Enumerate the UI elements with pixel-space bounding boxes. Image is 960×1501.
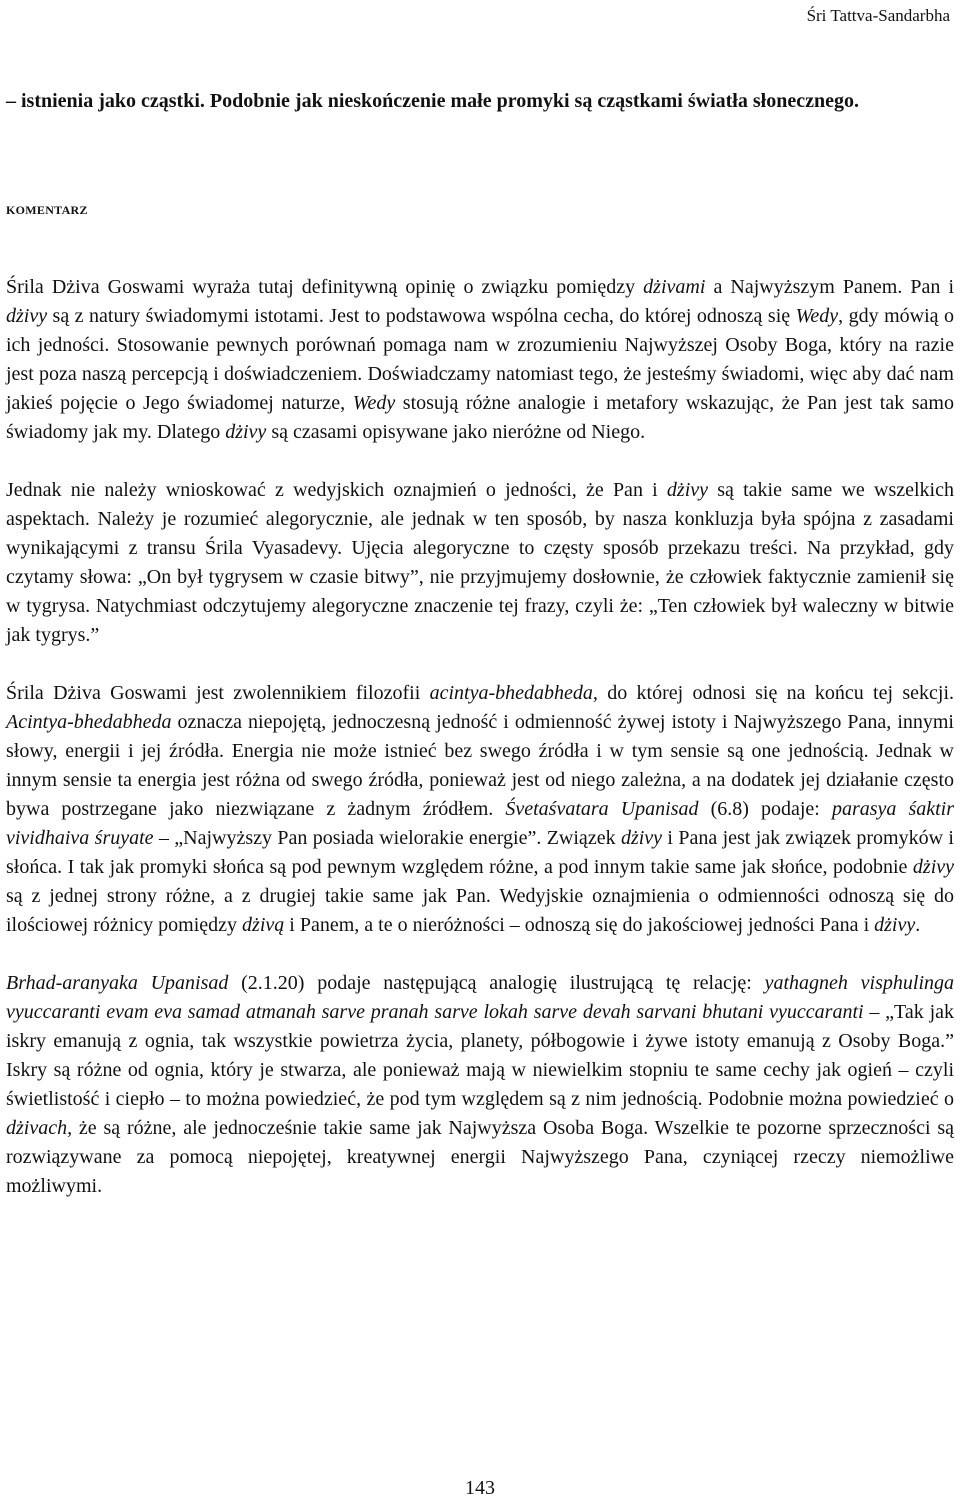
italic-term: dżivami [643, 276, 706, 298]
italic-term: Acintya-bhedabheda [6, 711, 172, 733]
paragraph-1 [6, 273, 954, 447]
italic-term: dżivy [225, 421, 267, 443]
italic-term: dżivy [874, 914, 916, 936]
text-run: i Pana jest jak związek promyków i słońca. I tak jak promyki słońca są pod pewnym względem różne, a pod innym takie same jak słońce, podobnie [6, 827, 954, 878]
running-header: Śri Tattva-Sandarbha [806, 6, 950, 25]
italic-term: dżivy [6, 305, 48, 327]
italic-term: Wedy [352, 392, 396, 414]
page-number: 143 [465, 1477, 495, 1499]
italic-term: acintya-bhedabheda, [429, 682, 598, 704]
text-run: oznacza niepojętą, jednoczesną jedność i odmienność żywej istoty i Najwyższego Pana, innymi słowy, energii i jej źródła. Energia nie może istnieć bez swego źródła i w tym sensie są one jednością. Jednak w innym sensie ta energia jest różna od swego źródła, ponieważ jest od niego zależna, a na dodatek jej działanie często bywa postrzegane jako niezwiązane z żadnym źródłem. [6, 711, 954, 820]
text-run: (2.1.20) podaje następującą analogię ilustrującą tę relację: [228, 972, 765, 994]
text-run: – „Tak jak iskry emanują z ognia, tak wszystkie powietrza życia, planety, półbogowie i żywe istoty emanują z Osoby Boga.” Iskry są różne od ognia, który je stwarza, ale ponieważ mają w niewielkim stopniu te same cechy jak ogień – czyli świetlistość i ciepło – to można powiedzieć, że pod tym względem są z nim jednością. Podobnie można powiedzieć o [6, 1001, 954, 1110]
text-run: (6.8) podaje: [698, 798, 832, 820]
text-run: – „Najwyższy Pan posiada wielorakie energie”. Związek [153, 827, 621, 849]
italic-term: dżivy [620, 827, 663, 849]
text-run: a Najwyższym Panem. Pan i [705, 276, 955, 298]
text-run: Jednak nie należy wnioskować z wedyjskich oznajmień o jedności, że Pan i [6, 479, 667, 501]
paragraph-2 [6, 476, 954, 650]
text-run: do której odnosi się na końcu tej sekcji. [597, 682, 955, 704]
lead-paragraph: – istnienia jako cząstki. Podobnie jak nieskończenie małe promyki są cząstkami światła słonecznego. [6, 90, 859, 112]
section-heading: KOMENTARZ [6, 203, 88, 217]
body-text [6, 273, 954, 1230]
text-run: , gdy mówią o ich jedności. Stosowanie pewnych porównań pomaga nam w zrozumieniu Najwyższej Osoby Boga, który na razie jest poza naszą percepcją i doświadczeniem. Doświadczamy natomiast tego, że jesteśmy świadomi, więc aby dać nam jakieś pojęcie o Jego świadomej naturze, [6, 305, 955, 414]
text-run: i Panem, a te o nieróżności – odnoszą się do jakościowej jedności Pana i [284, 914, 875, 936]
text-run: są takie same we wszelkich aspektach. Należy je rozumieć alegorycznie, ale jednak w ten sposób, by nasza konkluzja była spójna z zasadami wynikającymi z transu Śrila Vyasadevy. Ujęcia alegoryczne to częsty sposób przekazu treści. Na przykład, gdy czytamy słowa: „On był tygrysem w czasie bitwy”, nie przyjmujemy dosłownie, że człowiek faktycznie zamienił się w tygrysa. Natychmiast odczytujemy alegoryczne znaczenie tej frazy, czyli że: „Ten człowiek był waleczny w bitwie jak tygrys.” [6, 479, 954, 646]
italic-term: Śvetaśvatara Upanisad [505, 798, 699, 820]
italic-term: dżivy [912, 856, 954, 878]
text-run: są z jednej strony różne, a z drugiej takie same jak Pan. Wedyjskie oznajmienia o odmienności odnoszą się do ilościowej różnicy pomiędzy [6, 885, 954, 936]
text-run: stosują różne analogie i metafory wskazując, że Pan jest tak samo świadomy jak my. Dlatego [6, 392, 954, 443]
paragraph-4 [6, 969, 954, 1201]
italic-term: dżivach, [6, 1117, 73, 1139]
italic-term: yathagneh visphulinga vyuccaranti evam eva samad atmanah sarve pranah sarve lokah sarve devah sarvani bhutani vyuccaranti [6, 972, 954, 1023]
italic-term: parasya śaktir vividhaiva śruyate [6, 798, 955, 849]
paragraph-3 [6, 679, 954, 940]
text-run: że są różne, ale jednocześnie takie same jak Najwyższa Osoba Boga. Wszelkie te pozorne sprzeczności są rozwiązywane za pomocą niepojętej, kreatywnej energii Najwyższego Pana, czyniącej rzeczy niemożliwe możliwymi. [6, 1117, 954, 1197]
italic-term: dżivy [666, 479, 709, 501]
text-run: Śrila Dżiva Goswami wyraża tutaj definitywną opinię o związku pomiędzy [6, 276, 644, 298]
text-run: są czasami opisywane jako nieróżne od Niego. [266, 421, 646, 443]
text-run: Śrila Dżiva Goswami jest zwolennikiem filozofii [6, 682, 430, 704]
italic-term: Brhad-aranyaka Upanisad [6, 972, 229, 994]
italic-term: dżivą [242, 914, 285, 936]
italic-term: Wedy [795, 305, 839, 327]
text-run: . [915, 914, 921, 936]
text-run: są z natury świadomymi istotami. Jest to podstawowa wspólna cecha, do której odnoszą się [47, 305, 796, 327]
